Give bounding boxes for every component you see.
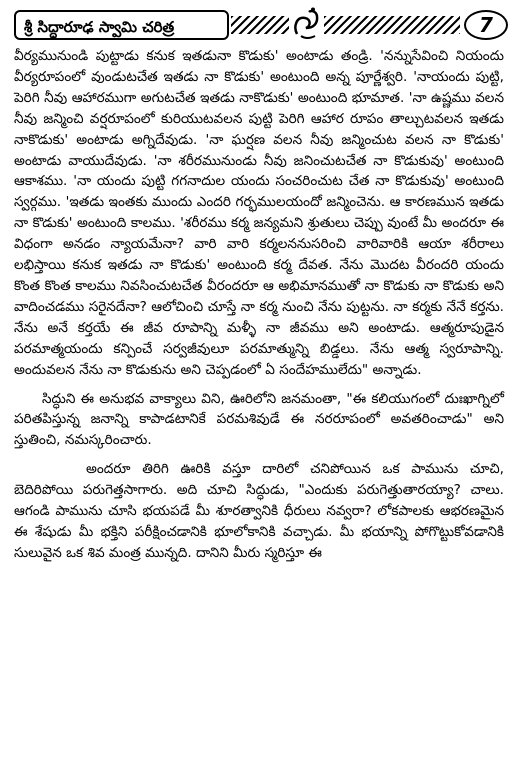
- body-paragraph: సిద్ధుని ఈ అనుభవ వాక్యాలు విని, ఊరిలోని జనమంతా, "ఈ కలియుగంలో దుఃఖాగ్నిలో పరితపిస్తున్న జనాన్ని కాపాడటానికే పరమశివుడే ఈ నరరూపంలో అవతరించాడు" అని స్తుతించి, నమస్కరించారు.: [14, 390, 504, 449]
- page-body: [14, 46, 504, 564]
- body-paragraph: వీర్యమునుండి పుట్టాడు కనుక ఇతడునా కొడుకు' అంటాడు తండ్రి. 'నన్నుసేవించి నియందు వీర్యరూపంలో వుండుటచేత ఇతడు నా కొడుకు' అంటుంది అన్న పూర్ణేశ్వరి. 'నాయందు పుట్టి, పెరిగి నీవు ఆహారముగా అగుటచేత ఇతడు నాకొడుకు' అంటుంది భూమాత. 'నా ఉష్ణము వలన నీవు జన్మించి వర్షరూపంలో కురియుటవలన పుట్టి పెరిగి ఆహార రూపం తాల్చుటవలన ఇతడు నాకొడుకు' అంటాడు అగ్నిదేవుడు. 'నా ఘర్షణ వలన నీవు జన్మించుట వలన నా కొడుకు' అంటాడు వాయుదేవుడు. 'నా శరీరమునుండు నీవు జనించుటచేత నా కొడుకువు' అంటుంది ఆకాశము. 'నా యందు పుట్టి గగనాదుల యందు సంచరించుట చేత నా కొడుకువు' అంటుంది స్వర్గము. 'ఇతడు ఇంతకు ముందు ఎందరి గర్భములయందో జన్మించెను. ఆ కారణమున ఇతడు నా కొడుకు' అంటుంది కాలము. 'శరీరము కర్మ జన్యమని శ్రుతులు చెప్పు వుంటే మీ అందరూ ఈ విధంగా అనడం న్యాయమేనా? వారి వారి కర్మలననుసరించి వారివారికి ఆయా శరీరాలు లభిస్తాయి కనుక ఇతడు నా కొడుకు' అంటుంది కర్మ దేవత. నేను మొదట వీరందరి యందు కొంత కొంత కాలము నివసించుటచేత వీరందరూ ఆ అభిమానముతో నా కొడుకు నా కొడుకు అని వాదించడము సరైనదేనా? ఆలోచించి చూస్తే నా కర్మ నుంచి నేను పుట్టను. నా కర్మకు నేనే కర్తను. నేను అనే కర్తయే ఈ జీవ రూపాన్ని మళ్ళీ నా జీవము అని అంటాడు. ఆత్మరూపుడైన పరమాత్మయందు కన్పించే సర్వజీవులూ పరమాత్మున్ని బిడ్డలు. నేను ఆత్మ స్వరూపాన్ని. అందువలన నేను నా కొడుకును అని చెప్పడంలో ఏ సందేహములేదు" అన్నాడు.: [14, 48, 504, 378]
- page-number: 7: [464, 10, 508, 40]
- om-emblem-icon: [291, 6, 323, 42]
- page-header: [6, 4, 514, 44]
- header-hatch-left: [231, 16, 289, 34]
- book-title: శ్రీ సిద్ధారూఢ స్వామి చరిత్ర: [14, 10, 229, 40]
- body-paragraph: అందరూ తిరిగి ఊరికి వస్తూ దారిలో చనిపోయిన ఒక పామును చూచి, బెదిరిపోయి పరుగెత్తసాగారు. అది చూచి సిద్ధుడు, "ఎందుకు పరుగెత్తుతారయ్యా? చాలు. ఆగండి పామును చూసి భయపడే మీ శూరత్వానికి ధీరులు నవ్వరా? లోకపాలకు ఆభరణమైన ఈ శేషుడు మీ భక్తిని పరీక్షించడానికి భూలోకానికి వచ్చాడు. మీ భయాన్ని పోగొట్టుకోవడానికి సులువైన ఒక శివ మంత్ర మున్నది. దానిని మీరు స్మరిస్తూ ఈ: [14, 461, 504, 561]
- header-hatch-right: [324, 16, 460, 34]
